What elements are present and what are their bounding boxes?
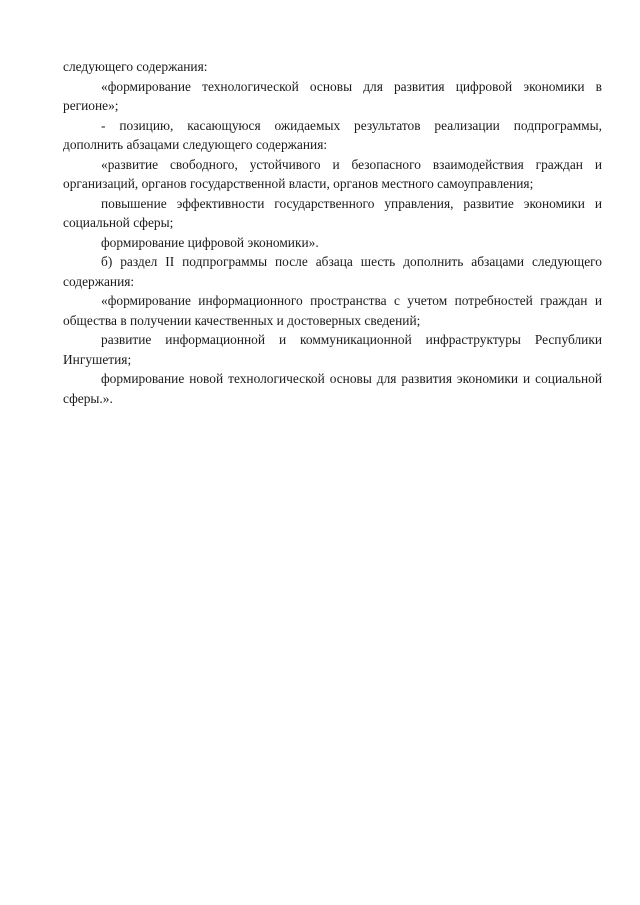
paragraph: развитие информационной и коммуникационной инфраструктуры Республики Ингушетия; xyxy=(63,332,602,367)
paragraph: повышение эффективности государственного управления, развитие экономики и социальной сферы; xyxy=(63,195,602,230)
paragraph: «формирование технологической основы для развития цифровой экономики в регионе»; xyxy=(63,78,602,113)
paragraph-continuation: следующего содержания: xyxy=(63,59,208,74)
paragraph: «развитие свободного, устойчивого и безопасного взаимодействия граждан и организаций, органов государственной власти, органов местного самоуправления; xyxy=(63,156,602,191)
document-body xyxy=(63,57,602,408)
paragraph: «формирование информационного пространства с учетом потребностей граждан и общества в получении качественных и достоверных сведений; xyxy=(63,293,602,328)
paragraph: б) раздел II подпрограммы после абзаца шесть дополнить абзацами следующего содержания: xyxy=(63,254,602,289)
paragraph: формирование новой технологической основы для развития экономики и социальной сферы.». xyxy=(63,371,602,406)
paragraph: формирование цифровой экономики». xyxy=(101,234,319,250)
paragraph: - позицию, касающуюся ожидаемых результатов реализации подпрограммы, дополнить абзацами следующего содержания: xyxy=(63,117,602,152)
